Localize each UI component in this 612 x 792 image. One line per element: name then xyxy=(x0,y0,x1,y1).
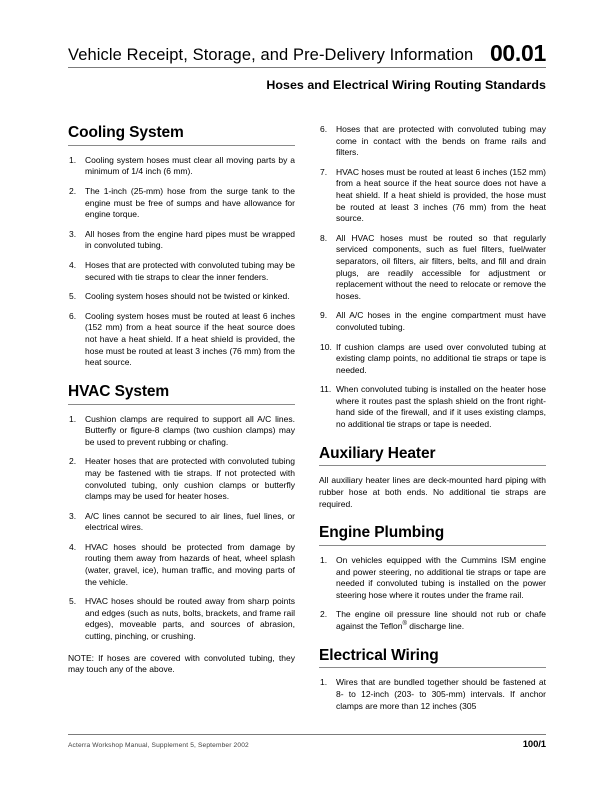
list-item-number: 8. xyxy=(320,232,328,243)
list-item xyxy=(68,456,295,502)
list-item-text: Wires that are bundled together should be fastened at 8- to 12-inch (203- to 305-mm) intervals. If anchor clamps are more than 12 inches (305 xyxy=(336,677,546,711)
list-item xyxy=(319,233,546,303)
registered-trademark-icon: ® xyxy=(402,621,407,628)
list-item-text: Hoses that are protected with convoluted tubing may be secured with tie straps to clear the inner fenders. xyxy=(85,259,295,282)
list-item-text xyxy=(336,609,546,632)
list-item-text: When convoluted tubing is installed on the heater hose where it routes past the splash shield on the front right-hand side of the firewall, and if it uses existing clamps, no additional tie straps or tape is needed. xyxy=(336,384,546,430)
footer-manual-reference: Acterra Workshop Manual, Supplement 5, September 2002 xyxy=(68,742,249,749)
list-item-number: 3. xyxy=(69,228,77,239)
list-item xyxy=(68,414,295,449)
section-hvac-system xyxy=(68,383,295,676)
footer-divider xyxy=(68,734,546,735)
footer-row xyxy=(68,739,546,750)
list-item xyxy=(68,186,295,221)
list-item-number: 9. xyxy=(320,310,328,321)
list-item-number: 4. xyxy=(69,259,77,270)
section-heading: Cooling System xyxy=(68,124,184,141)
list-item-number: 10. xyxy=(320,341,332,352)
header-title-row xyxy=(68,42,546,66)
electrical-wiring-list xyxy=(319,677,546,712)
list-item xyxy=(319,384,546,430)
list-item xyxy=(319,310,546,333)
engine-plumbing-list xyxy=(319,555,546,633)
list-item xyxy=(319,167,546,225)
list-item xyxy=(319,555,546,601)
section-heading: Auxiliary Heater xyxy=(319,444,436,462)
page-footer xyxy=(68,734,546,750)
list-item xyxy=(68,311,295,369)
list-item xyxy=(68,542,295,588)
list-item-text: If cushion clamps are used over convoluted tubing at existing clamp points, no additional tie straps or tape is needed. xyxy=(336,341,546,375)
section-divider xyxy=(319,465,546,466)
hvac-note: NOTE: If hoses are covered with convoluted tubing, they may touch any of the above. xyxy=(68,652,295,675)
list-item-number: 4. xyxy=(69,541,77,552)
hvac-system-list xyxy=(68,414,295,643)
list-item-number: 3. xyxy=(69,510,77,521)
list-item-text-post: discharge line. xyxy=(406,621,465,632)
section-divider xyxy=(68,145,295,146)
list-item-text: Hoses that are protected with convoluted tubing may come in contact with the bends on frame rails and filters. xyxy=(336,124,546,158)
section-heading: HVAC System xyxy=(68,382,170,400)
hvac-system-list-continued xyxy=(319,124,546,431)
section-divider xyxy=(319,667,546,668)
list-item xyxy=(68,596,295,642)
list-item-number: 2. xyxy=(320,609,328,620)
section-auxiliary-heater xyxy=(319,445,546,511)
content-columns xyxy=(68,124,546,712)
list-item-number: 7. xyxy=(320,166,328,177)
list-item xyxy=(319,124,546,159)
list-item-number: 11. xyxy=(320,384,332,395)
list-item-text: The 1-inch (25-mm) hose from the surge tank to the engine must be free of sumps and have allowance for engine torque. xyxy=(85,186,295,220)
list-item-text: Cooling system hoses must be routed at least 6 inches (152 mm) from a heat source if the heat source does not have a heat shield. If a heat shield is provided, the hose must be routed at least 3 inches (76 mm) from the heat source. xyxy=(85,310,295,368)
header-divider xyxy=(68,67,546,68)
list-item-text: All A/C hoses in the engine compartment must have convoluted tubing. xyxy=(336,310,546,332)
list-item-text: On vehicles equipped with the Cummins ISM engine and power steering, no additional tie straps or tape are needed if convoluted tubing is installed on the power steering hose where it routes under the frame rail. xyxy=(336,555,546,600)
right-column xyxy=(319,124,546,712)
list-item xyxy=(68,229,295,252)
list-item-number: 5. xyxy=(69,291,77,302)
list-item-number: 5. xyxy=(69,596,77,607)
list-item-text: HVAC hoses should be routed away from sharp points and edges (such as nuts, bolts, brackets, and frame rail edges), moveable parts, and sources of abrasion, cutting, pinching, or crushing. xyxy=(85,596,295,642)
list-item-number: 2. xyxy=(69,186,77,196)
section-number: 00.01 xyxy=(489,40,546,66)
footer-page-number: 100/1 xyxy=(522,739,546,750)
list-item-number: 1. xyxy=(320,677,328,688)
document-title: Vehicle Receipt, Storage, and Pre-Delivery Information xyxy=(68,45,474,64)
list-item-number: 6. xyxy=(69,310,77,321)
section-electrical-wiring xyxy=(319,647,546,713)
list-item-number: 1. xyxy=(69,413,77,424)
list-item-text: All HVAC hoses must be routed so that regularly serviced components, such as fuel filters, fuel/water separators, oil filters, air filters, belts, and fill and drain plugs, are readily accessible for adjustment or replacement without the need to relocate or remove the hoses. xyxy=(336,232,546,301)
section-heading: Engine Plumbing xyxy=(319,524,445,542)
list-item-text: Heater hoses that are protected with convoluted tubing may be fastened with tie straps. If not protected with convoluted tubing, only cushion clamps or butterfly clamps may be used for heater hoses. xyxy=(85,456,295,502)
list-item xyxy=(319,609,546,632)
list-item xyxy=(68,260,295,283)
section-divider xyxy=(319,545,546,546)
list-item-text: Cooling system hoses must clear all moving parts by a minimum of 1/4 inch (6 mm). xyxy=(85,154,295,177)
cooling-system-list xyxy=(68,155,295,369)
list-item-number: 2. xyxy=(69,456,77,467)
list-item-number: 1. xyxy=(69,154,77,165)
page-header xyxy=(68,42,546,92)
list-item-text: All hoses from the engine hard pipes must be wrapped in convoluted tubing. xyxy=(85,228,295,251)
list-item-text: Cushion clamps are required to support all A/C lines. Butterfly or figure-8 clamps (two cushion clamps) may be used to prevent rubbing or chafing. xyxy=(85,413,295,447)
list-item-text-pre: The engine oil pressure line should not rub or chafe against the Teflon xyxy=(336,609,546,632)
auxiliary-heater-paragraph: All auxiliary heater lines are deck-mounted hard piping with rubber hose at both ends. No additional tie straps are required. xyxy=(319,475,546,509)
section-engine-plumbing xyxy=(319,524,546,632)
list-item xyxy=(68,291,295,303)
section-heading: Electrical Wiring xyxy=(319,646,439,664)
list-item xyxy=(319,342,546,377)
document-subtitle: Hoses and Electrical Wiring Routing Standards xyxy=(266,78,546,92)
list-item-number: 6. xyxy=(320,124,328,134)
left-column xyxy=(68,124,295,712)
section-cooling-system xyxy=(68,124,295,369)
list-item-text: Cooling system hoses should not be twisted or kinked. xyxy=(85,291,290,302)
list-item-text: HVAC hoses should be protected from damage by routing them away from hazards of heat, wheel splash (water, gravel, ice), human traffic, and moving parts of the vehicle. xyxy=(85,541,295,587)
list-item xyxy=(319,677,546,712)
list-item-text: A/C lines cannot be secured to air lines, fuel lines, or electrical wires. xyxy=(85,510,295,533)
list-item xyxy=(68,155,295,178)
list-item-number: 1. xyxy=(320,555,328,566)
list-item xyxy=(68,511,295,534)
list-item-text: HVAC hoses must be routed at least 6 inches (152 mm) from a heat source if the heat source does not have a heat shield. If a heat shield is provided, the hose must be routed at least 3 inches (76 mm) from the heat source. xyxy=(336,166,546,224)
section-divider xyxy=(68,404,295,405)
